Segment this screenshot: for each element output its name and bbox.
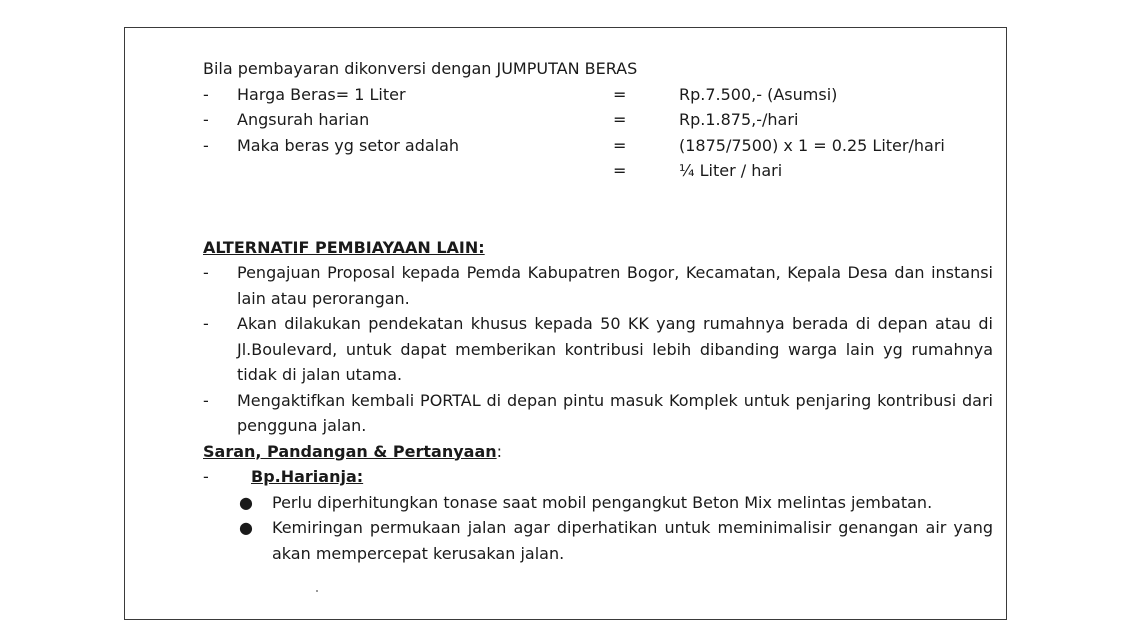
speaker-dash: -: [203, 467, 209, 486]
list-item: [203, 260, 993, 311]
spacer: [203, 184, 993, 235]
speaker-name: Bp.Harianja:: [251, 467, 364, 486]
bullet-icon: ●: [239, 518, 253, 537]
conversion-row: [203, 82, 993, 108]
bullet-item: [237, 490, 993, 516]
row-equals: =: [613, 135, 627, 155]
row-equals: =: [613, 161, 627, 180]
row-equals: =: [613, 84, 627, 104]
conversion-intro: Bila pembayaran dikonversi dengan JUMPUTAN BERAS: [203, 59, 638, 78]
document-frame: [124, 27, 1007, 620]
conversion-row: [203, 133, 993, 159]
item-text: Pengajuan Proposal kepada Pemda Kabupatren Bogor, Kecamatan, Kepala Desa dan instansi lain atau perorangan.: [237, 263, 993, 308]
list-item: [203, 311, 993, 388]
bullet-text: Kemiringan permukaan jalan agar diperhatikan untuk meminimalisir genangan air yang akan mempercepat kerusakan jalan.: [272, 518, 993, 563]
conversion-row: [203, 158, 993, 184]
item-text: Akan dilakukan pendekatan khusus kepada 50 KK yang rumahnya berada di depan atau di Jl.Boulevard, untuk dapat memberikan kontribusi lebih dibanding warga lain yg rumahnya tidak di jalan utama.: [237, 314, 993, 384]
row-dash: -: [203, 84, 209, 104]
list-item: [203, 388, 993, 439]
document-content: [203, 56, 993, 566]
bullet-text: Perlu diperhitungkan tonase saat mobil pengangkut Beton Mix melintas jembatan.: [272, 492, 933, 512]
row-value: (1875/7500) x 1 = 0.25 Liter/hari: [679, 135, 945, 155]
row-dash: [203, 158, 237, 184]
speaker-line: [203, 464, 993, 490]
item-dash: -: [203, 263, 209, 282]
row-label: Harga Beras= 1 Liter: [237, 84, 406, 104]
item-dash: -: [203, 390, 209, 410]
row-value: Rp.7.500,- (Asumsi): [679, 84, 838, 104]
item-dash: -: [203, 314, 209, 333]
saran-heading-line: [203, 439, 993, 465]
item-text: Mengaktifkan kembali PORTAL di depan pintu masuk Komplek untuk penjaring kontribusi dari pengguna jalan.: [237, 390, 993, 435]
row-equals: =: [613, 110, 627, 129]
row-label: Angsurah harian: [237, 110, 370, 129]
row-label: Maka beras yg setor adalah: [237, 135, 460, 155]
saran-colon: :: [496, 441, 503, 461]
row-dash: -: [203, 110, 209, 129]
row-value: ¼ Liter / hari: [679, 161, 783, 180]
scan-speck: [316, 590, 318, 592]
row-dash: -: [203, 135, 209, 155]
row-value: Rp.1.875,-/hari: [679, 110, 799, 129]
bullet-icon: ●: [239, 492, 253, 512]
row-label: [237, 158, 613, 184]
bullet-item: [237, 515, 993, 566]
alternatif-heading: ALTERNATIF PEMBIAYAAN LAIN:: [203, 237, 485, 257]
conversion-row: [203, 107, 993, 133]
saran-heading: Saran, Pandangan & Pertanyaan: [203, 441, 497, 461]
